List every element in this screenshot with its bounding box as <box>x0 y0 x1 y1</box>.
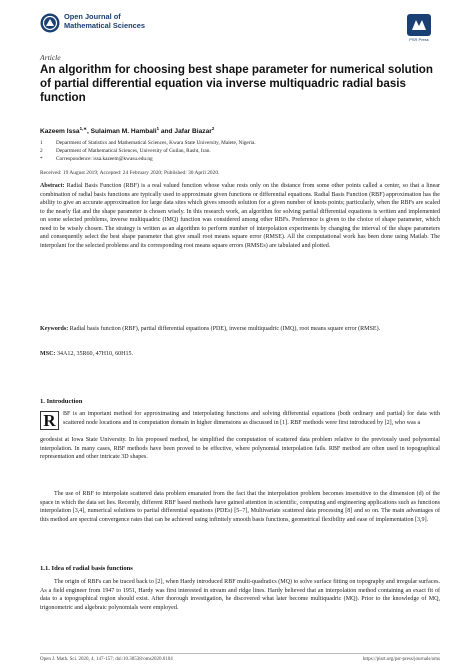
msc-text: 34A12, 35R60, 47H10, 60H15. <box>56 351 134 357</box>
intro-paragraph-start: BF is an important method for approximating and interpolating functions and solving differential equations (both ordinary and partial) for data with scattered node locations and in computation domain in higher dimensions as discussed in [1]. RBF methods were first introduced by [2], who was a <box>63 411 440 426</box>
footer-url-link[interactable]: https://pisrt.org/psr-press/journals/oms <box>362 657 440 662</box>
msc-codes <box>40 350 440 359</box>
journal-name[interactable]: Open Journal of Mathematical Sciences <box>64 12 145 30</box>
article-title: An algorithm for choosing best shape parameter for numerical solution of partial differential equation via inverse multiquadric radial basis function <box>40 63 433 105</box>
msc-label: MSC: <box>40 351 56 357</box>
correspondence[interactable]: * Correspondence: issa.kazeem@kwasu.edu.ng <box>40 156 153 162</box>
keywords-text: Radial basis function (RBF), partial differential equations (PDE), inverse multiquadric (IMQ), root means square error (RMSE). <box>69 326 381 332</box>
section-heading-introduction: 1. Introduction <box>40 398 83 405</box>
affiliation: 1 Department of Statistics and Mathematical Sciences, Kwara State University, Malete, Nigeria. <box>40 140 256 146</box>
intro-paragraph-continued: geodesist at Iowa State University. In his proposed method, he simplified the computation of scattered data problem relative to the previously used polynomial interpolation. In many cases, RBF methods have been proved to be effective, where polynomial interpolation fails. RBF method are often used in topographical representation and other intricate 3D shapes. <box>40 437 440 461</box>
abstract-label: Abstract: <box>40 183 65 189</box>
article-type: Article <box>40 53 61 62</box>
author-affil-mark: 1,∗ <box>79 126 87 131</box>
abstract <box>40 182 440 250</box>
drop-cap: R <box>40 411 59 430</box>
author-name[interactable]: Sulaiman M. Hambali <box>90 128 157 136</box>
publisher-caption: PSR Press <box>409 37 429 42</box>
author-name[interactable]: Jafar Biazar <box>174 128 212 136</box>
author-affil-mark: 1 <box>156 126 160 131</box>
subsection-heading: 1.1. Idea of radial basis functions <box>40 565 133 572</box>
abstract-text: Radial Basis Function (RBF) is a real valued function whose value rests only on the distance from some other points called a center, so that a linear combination of radial basis functions are typically used to approximate given functions or differential equations. Radial Basis Function (RBF) approximation has the ability to give an accurate approximation for large data sites which gives smooth solution for a given number of knots points; particularly, when the RBFs are scaled to the nearly flat and the shape parameter is chosen wisely. In this research work, an algorithm for solving partial differential equations is written and implemented on some selected problems, inverse multiquadric (IMQ) function was considered among other RBFs. Preference is given to the choice of shape parameter, which need to be wisely chosen. The strategy is written as an algorithm to perform number of interpolation experiments by changing the interval of the shape parameters and consequently select the best shape parameter that give small root means square error (RMSE). All the computational work has been done using Matlab. The interpolant for the selected problems and its corresponding root means square errors (RMSEs) are tabulated and plotted. <box>40 183 440 249</box>
keywords <box>40 325 440 334</box>
author-affil-mark: 2 <box>211 126 215 131</box>
author-name[interactable]: Kazeem Issa <box>40 128 80 136</box>
author-list: Kazeem Issa$^{1,∗}$, Sulaiman M. Hambali$^1$ and Jafar Biazar$^2$ <box>40 126 215 136</box>
subsection-paragraph: The origin of RBFs can be traced back to [2], when Hardy introduced RBF multi-quadratics (MQ) to solve surface fitting on topography and irregular surfaces. As a field engineer from 1947 to 1951, Hardy was first interested in stream and ridge lines. Hardy believed that an interpolation method containing an exact fit of data to a topographical region should exist. After thorough investigation, he discovered what later become multiquadric (MQ). Prior to the knowledge of MQ, trigonometric and algebraic polynomials were employed. <box>40 579 440 611</box>
intro-paragraph-2: The use of RBF to interpolate scattered data problem emanated from the fact that the interpolation problem becomes insensitive to the dimension (d) of the space in which the data set lies. Recently, different RBF based methods have gained attention in scientific, computing and engineering applications such as functions interpolation [3,4], numerical solutions to partial differential equations (PDEs) [5–7], Multivariate scattered data processing [8] and so on. The main advantages of this method are spectral convergence rates that can be achieved using infinitely smooth basis functions, geometrical flexibility and ease of implementation [3,9]. <box>40 491 440 523</box>
publication-dates: Received: 19 August 2019; Accepted: 24 February 2020; Published: 30 April 2020. <box>40 170 220 176</box>
footer-citation: Open J. Math. Sci. 2020, 4, 147-157; doi:10.30538/oms2020.0104 <box>40 657 173 662</box>
keywords-label: Keywords: <box>40 326 69 332</box>
affiliation: 2 Department of Mathematical Sciences, University of Guilan, Rasht, Iran. <box>40 148 211 154</box>
footer-divider <box>40 653 440 654</box>
journal-logo-icon <box>40 13 60 33</box>
